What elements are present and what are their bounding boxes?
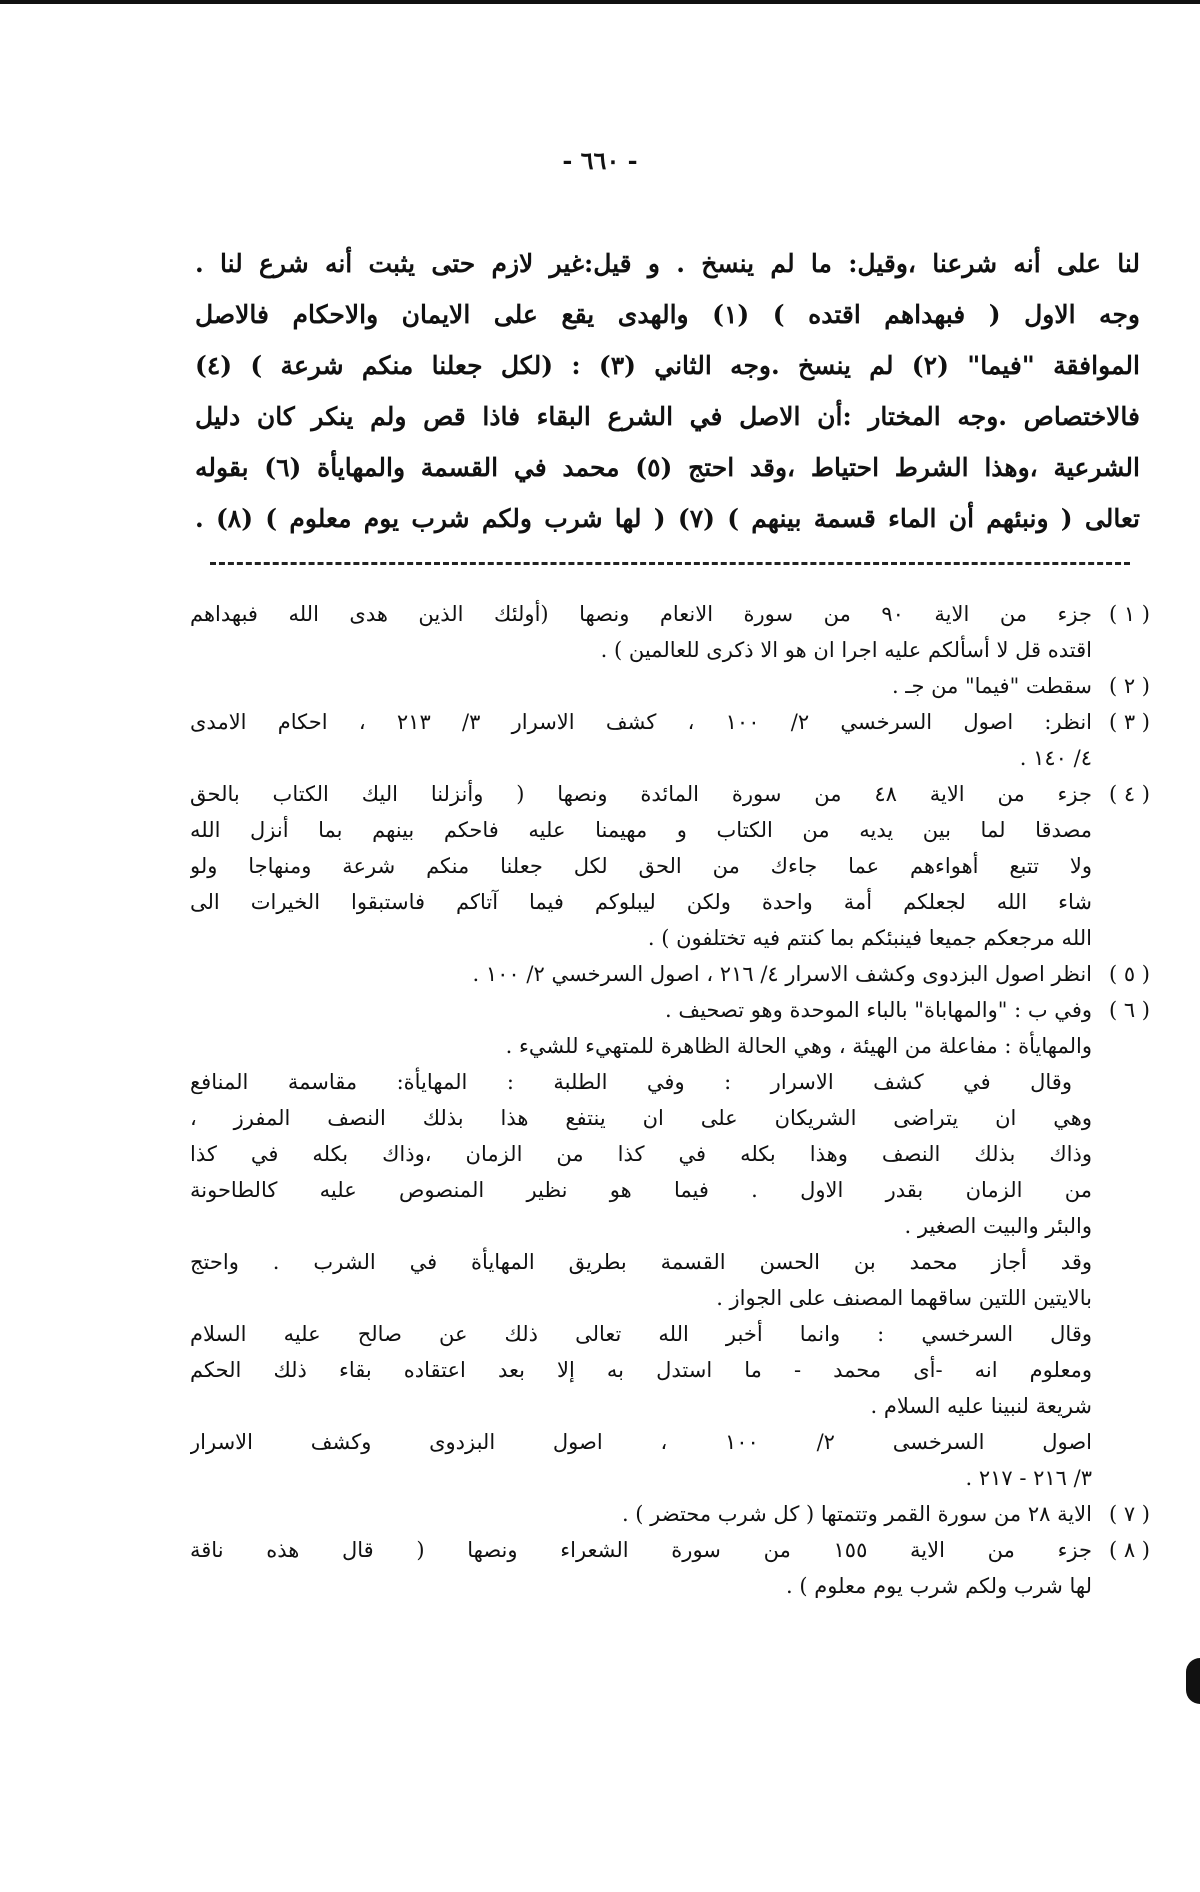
footnote-line: ٤/ ١٤٠ . — [1019, 746, 1092, 770]
footnote-line: اصول السرخسى ٢/ ١٠٠ ، اصول البزدوى وكشف الاسرار — [190, 1430, 1092, 1454]
footnote-4 — [190, 776, 1150, 956]
footnote-line: وقد أجاز محمد بن الحسن القسمة بطريق المهايأة في الشرب . واحتج — [190, 1250, 1092, 1274]
footnote-body — [190, 596, 1092, 668]
page-number: - ٦٦٠ - — [562, 146, 638, 175]
main-text-block — [195, 238, 1140, 544]
footnote-line: انظر: اصول السرخسي ٢/ ١٠٠ ، كشف الاسرار ٣/ ٢١٣ ، احكام الامدى — [190, 710, 1092, 734]
footnote-1 — [190, 596, 1150, 668]
footnote-line: جزء من الاية ٤٨ من سورة المائدة ونصها ( وأنزلنا اليك الكتاب بالحق — [190, 782, 1092, 806]
main-text-line: وجه الاول ( فبهداهم اقتده ) (١) والهدى يقع على الايمان والاحكام فالاصل — [195, 300, 1140, 329]
footnote-line: وهي ان يتراضى الشريكان على ان ينتفع هذا بذلك النصف المفرز ، — [190, 1106, 1092, 1130]
footnote-line: مصدقا لما بين يديه من الكتاب و مهيمنا عليه فاحكم بينهم بما أنزل الله — [190, 818, 1092, 842]
footnote-separator — [210, 562, 1130, 565]
footnote-line: اقتده قل لا أسألكم عليه اجرا ان هو الا ذكرى للعالمين ) . — [600, 638, 1092, 662]
footnote-number: ( ٨ ) — [1108, 1538, 1150, 1562]
footnote-2 — [190, 668, 1150, 704]
footnote-3 — [190, 704, 1150, 776]
footnote-line: جزء من الاية ٩٠ من سورة الانعام ونصها (أولئك الذين هدى الله فبهداهم — [190, 602, 1092, 626]
footnote-number: ( ٥ ) — [1108, 962, 1150, 986]
footnote-number: ( ٢ ) — [1108, 674, 1150, 698]
footnote-line: وذاك بذلك النصف وهذا بكله في كذا من الزمان ،وذاك بكله في كذا — [190, 1142, 1092, 1166]
footnote-line: جزء من الاية ١٥٥ من سورة الشعراء ونصها ( قال هذه ناقة — [190, 1538, 1092, 1562]
footnote-number: ( ٤ ) — [1108, 782, 1150, 806]
main-text-line: الموافقة "فيما" (٢) لم ينسخ .وجه الثاني (٣) : (لكل جعلنا منكم شرعة ) (٤) — [195, 351, 1140, 380]
footnote-line: من الزمان بقدر الاول . فيما هو نظير المنصوص عليه كالطاحونة — [190, 1178, 1092, 1202]
footnote-7 — [190, 1496, 1150, 1532]
footnote-number: ( ٧ ) — [1108, 1502, 1150, 1526]
footnotes-section — [190, 596, 1150, 1604]
footnote-line: وقال السرخسي : وانما أخبر الله تعالى ذلك عن صالح عليه السلام — [190, 1322, 1092, 1346]
footnote-line: لها شرب ولكم شرب يوم معلوم ) . — [786, 1574, 1092, 1598]
footnote-number: ( ٣ ) — [1108, 710, 1150, 734]
footnote-6 — [190, 992, 1150, 1496]
footnote-number: ( ١ ) — [1108, 602, 1150, 626]
footnote-line: الله مرجعكم جميعا فينبئكم بما كنتم فيه تختلفون ) . — [647, 926, 1092, 950]
footnote-body — [190, 992, 1092, 1496]
footnote-line: شريعة لنبينا عليه السلام . — [870, 1394, 1092, 1418]
footnote-5 — [190, 956, 1150, 992]
footnote-body — [190, 1496, 1092, 1532]
footnote-body — [190, 956, 1092, 992]
footnote-line: بالايتين اللتين ساقهما المصنف على الجواز . — [716, 1286, 1092, 1310]
footnote-line: سقطت "فيما" من جـ . — [891, 674, 1092, 698]
main-text-line: تعالى ( ونبئهم أن الماء قسمة بينهم ) (٧) ( لها شرب ولكم شرب يوم معلوم ) (٨) . — [195, 504, 1140, 533]
footnote-line: الاية ٢٨ من سورة القمر وتتمتها ( كل شرب محتضر ) . — [621, 1502, 1092, 1526]
footnote-line: وقال في كشف الاسرار : وفي الطلبة : المهايأة: مقاسمة المنافع — [190, 1070, 1072, 1094]
main-text-line: الشرعية ،وهذا الشرط احتياط ،وقد احتج (٥) محمد في القسمة والمهايأة (٦) بقوله — [195, 453, 1140, 482]
footnote-body — [190, 776, 1092, 956]
main-text-line: فالاختصاص .وجه المختار :أن الاصل في الشرع البقاء فاذا قص ولم ينكر كان دليل — [195, 402, 1140, 431]
footnote-line: شاء الله لجعلكم أمة واحدة ولكن ليبلوكم فيما آتاكم فاستبقوا الخيرات الى — [190, 890, 1092, 914]
footnote-line: وفي ب : "والمهاباة" بالباء الموحدة وهو تصحيف . — [665, 998, 1092, 1022]
footnote-line: ولا تتبع أهواءهم عما جاءك من الحق لكل جعلنا منكم شرعة ومنهاجا ولو — [190, 854, 1092, 878]
footnote-body — [190, 704, 1092, 776]
footnote-line: ومعلوم انه -أى محمد - ما استدل به إلا بعد اعتقاده بقاء ذلك الحكم — [190, 1358, 1092, 1382]
footnote-8 — [190, 1532, 1150, 1604]
scan-edge-mark — [1186, 1658, 1200, 1704]
footnote-number: ( ٦ ) — [1108, 998, 1150, 1022]
footnote-line: والمهايأة : مفاعلة من الهيئة ، وهي الحالة الظاهرة للمتهيء للشيء . — [505, 1034, 1092, 1058]
footnote-line: انظر اصول البزدوى وكشف الاسرار ٤/ ٢١٦ ، اصول السرخسي ٢/ ١٠٠ . — [472, 962, 1092, 986]
footnote-body — [190, 1532, 1092, 1604]
top-border-rule — [0, 0, 1200, 4]
footnote-line: والبئر والبيت الصغير . — [904, 1214, 1092, 1238]
footnote-line: ٣/ ٢١٦ - ٢١٧ . — [965, 1466, 1092, 1490]
main-text-line: لنا على أنه شرعنا ،وقيل: ما لم ينسخ . و قيل:غير لازم حتى يثبت أنه شرع لنا . — [195, 249, 1140, 278]
footnote-body — [190, 668, 1092, 704]
